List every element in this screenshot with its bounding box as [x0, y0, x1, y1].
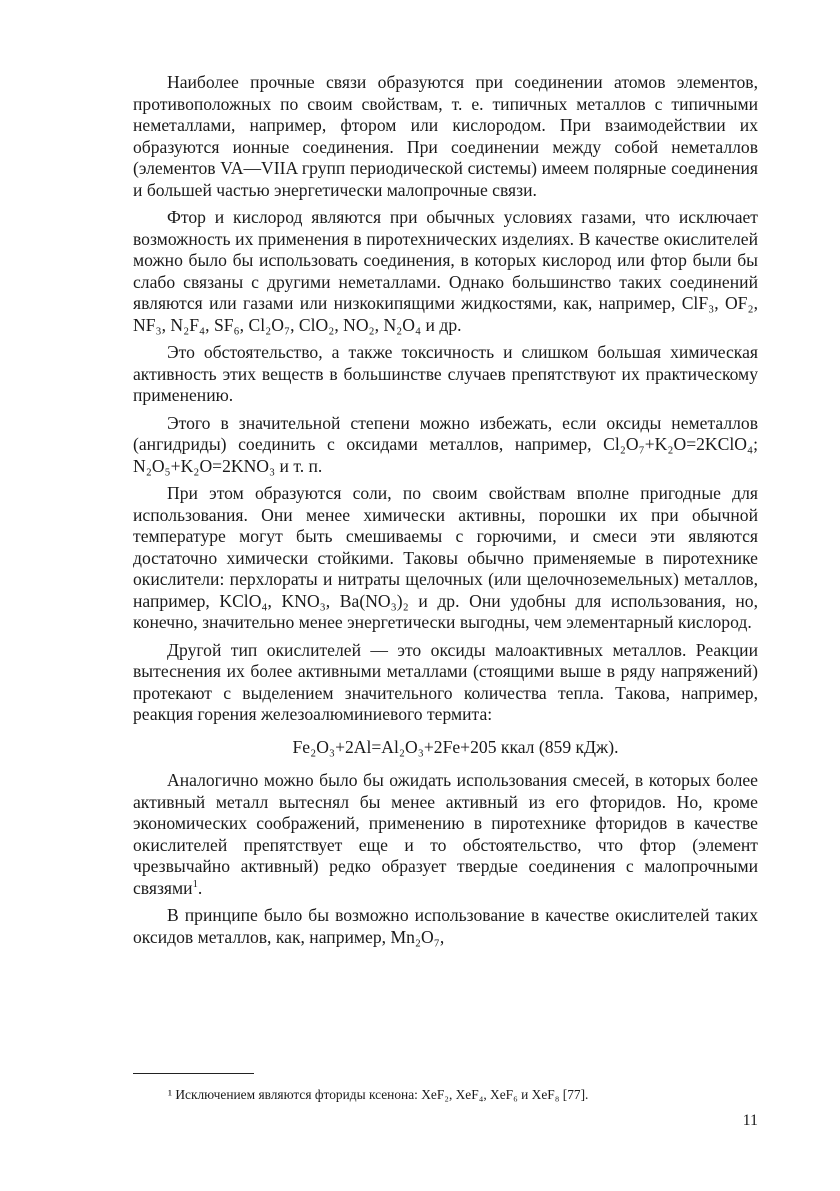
body-text [133, 72, 758, 948]
paragraph-7: Аналогично можно было бы ожидать использования смесей, в которых более активный металл вытеснял бы менее активный из его фторидов. Но, кроме экономических соображений, применению в пиротехнике фторидов в качестве окислителей препятствует еще и то обстоятельство, что фтор (элемент чрезвычайно активный) редко образует твердые соединения с малопрочными связями$^1$. [133, 770, 758, 898]
paragraph-6: Другой тип окислителей — это оксиды малоактивных металлов. Реакции вытеснения их более активными металлами (стоящими выше в ряду напряжений) протекают с выделением значительного количества тепла. Такова, например, реакция горения железоалюминиевого термита: [133, 639, 758, 724]
paragraph-5: При этом образуются соли, по своим свойствам вполне пригодные для использования. Они менее химически активны, порошки их при обычной температуре могут быть смешиваемы с горючими, и смеси эти являются достаточно химически стойкими. Таковы обычно применяемые в пиротехнике окислители: перхлораты и нитраты щелочных (или щелочноземельных) металлов, например, KClO₄, KNO₃, Ba(NO₃)₂ и др. Они удобны для использования, но, конечно, значительно менее энергетически выгодны, чем элементарный кислород. [133, 483, 758, 632]
footnote-divider [133, 1073, 254, 1074]
thermite-equation: Fe₂O₃+2Al=Al₂O₃+2Fe+205 ккал (859 кДж). [292, 736, 619, 757]
page-number: 11 [742, 1112, 758, 1129]
footnote-text: Исключением являются фториды ксенона: XeF₂, XeF₄, XeF₆ и XeF₈ [77]. [175, 1087, 589, 1102]
paragraph-1: Наиболее прочные связи образуются при соединении атомов элементов, противоположных по своим свойствам, т. е. типичных металлов с типичными неметаллами, например, фтором или кислородом. При взаимодействии их образуются ионные соединения. При соединении между собой неметаллов (элементов VA—VIIA групп периодической системы) имеем полярные соединения и большей частью энергетически малопрочные связи. [133, 72, 758, 200]
footnote-reference[interactable]: 1 [192, 878, 198, 890]
paragraph-8: В принципе было бы возможно использование в качестве окислителей таких оксидов металлов, как, например, Mn₂O₇, [133, 905, 758, 947]
paragraph-7-text: Аналогично можно было бы ожидать использования смесей, в которых более активный металл вытеснял бы менее активный из его фторидов. Но, кроме экономических соображений, применению в пиротехнике фторидов в качестве окислителей препятствует еще и то обстоятельство, что фтор (элемент чрезвычайно активный) редко образует твердые соединения с малопрочными связями [133, 770, 758, 898]
paragraph-2: Фтор и кислород являются при обычных условиях газами, что исключает возможность их применения в пиротехнических изделиях. В качестве окислителей можно было бы использовать соединения, в которых кислород или фтор были бы слабо связаны с другими неметаллами. Однако большинство таких соединений являются или газами или низкокипящими жидкостями, как, например, ClF₃, OF₂, NF₃, N₂F₄, SF₆, Cl₂O₇, ClO₂, NO₂, N₂O₄ и др. [133, 207, 758, 335]
paragraph-4: Этого в значительной степени можно избежать, если оксиды неметаллов (ангидриды) соединить с оксидами металлов, например, Cl₂O₇+K₂O=2KClO₄; N₂O₅+K₂O=2KNO₃ и т. п. [133, 412, 758, 476]
footnote [168, 1086, 758, 1103]
footnote-marker: ¹ [168, 1087, 173, 1102]
paragraph-3: Это обстоятельство, а также токсичность и слишком большая химическая активность этих веществ в большинстве случаев препятствуют их практическому применению. [133, 342, 758, 405]
